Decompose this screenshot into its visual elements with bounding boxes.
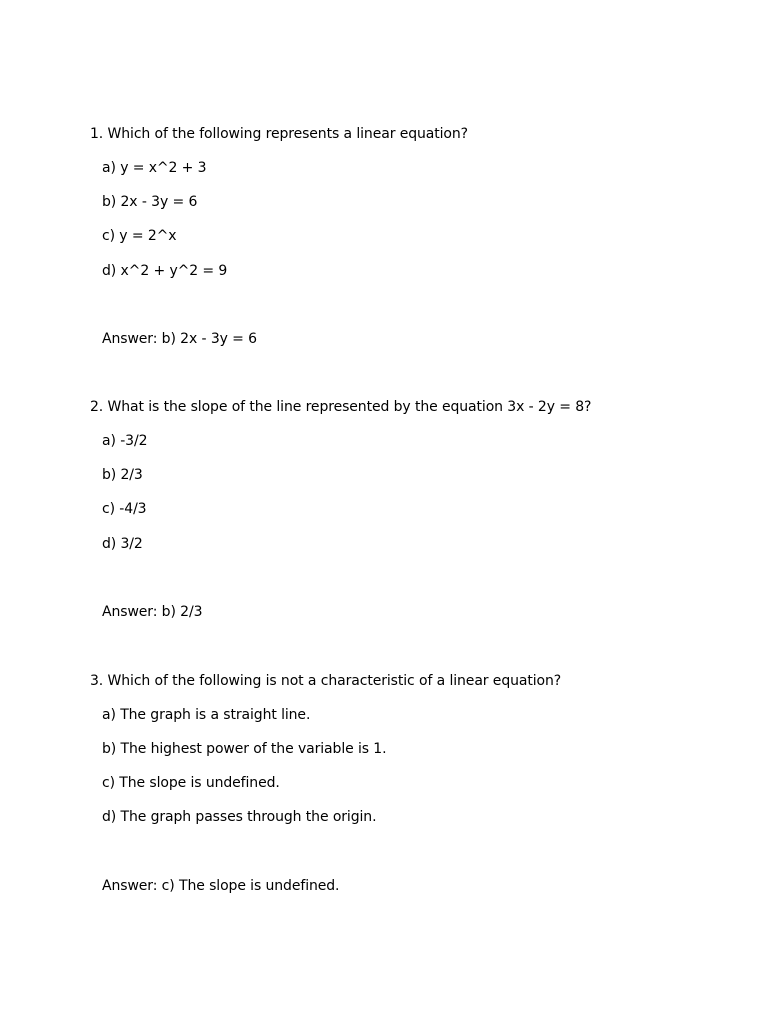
question-3-text: 3. Which of the following is not a characteristic of a linear equation? xyxy=(90,673,562,689)
question-3-option-a: a) The graph is a straight line. xyxy=(102,707,311,723)
question-2-option-a: a) -3/2 xyxy=(102,433,148,449)
question-2-option-c: c) -4/3 xyxy=(102,501,147,517)
question-1-option-a: a) y = x^2 + 3 xyxy=(102,160,207,176)
question-3-answer: Answer: c) The slope is undefined. xyxy=(102,878,340,894)
question-2-answer: Answer: b) 2/3 xyxy=(102,604,203,620)
question-3-option-c: c) The slope is undefined. xyxy=(102,775,280,791)
question-1-text: 1. Which of the following represents a linear equation? xyxy=(90,126,468,142)
question-1-answer: Answer: b) 2x - 3y = 6 xyxy=(102,331,257,347)
question-1-option-c: c) y = 2^x xyxy=(102,228,177,244)
question-2-text: 2. What is the slope of the line represented by the equation 3x - 2y = 8? xyxy=(90,399,592,415)
question-3-option-d: d) The graph passes through the origin. xyxy=(102,809,377,825)
question-1-option-d: d) x^2 + y^2 = 9 xyxy=(102,263,228,279)
question-2-option-d: d) 3/2 xyxy=(102,536,143,552)
question-2-option-b: b) 2/3 xyxy=(102,467,143,483)
question-1-option-b: b) 2x - 3y = 6 xyxy=(102,194,198,210)
question-3-option-b: b) The highest power of the variable is 1. xyxy=(102,741,387,757)
